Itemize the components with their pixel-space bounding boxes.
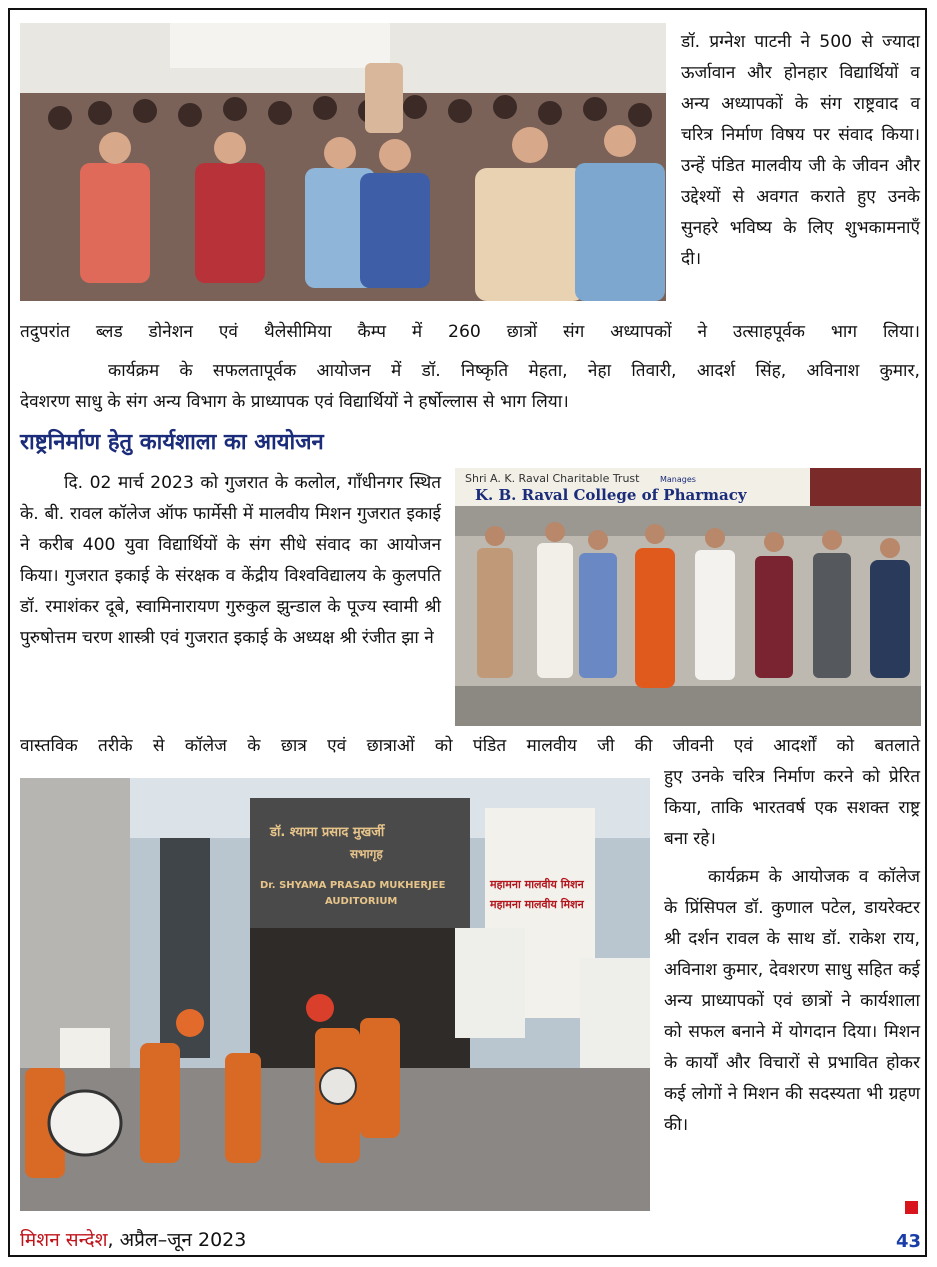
photo-audience-hall [20,23,666,301]
article1-paragraph2-line1: कार्यक्रम के सफलतापूर्वक आयोजन में डॉ. निष्कृति मेहता, नेहा तिवारी, आदर्श सिंह, अविनाश कुमार, [108,361,920,381]
article2-full-line: वास्तविक तरीके से कॉलेज के छात्र एवं छात्राओं को पंडित मालवीय जी की जीवनी एवं आदर्शों को बतलाते [20,736,920,756]
trust-tag-text: Manages [660,475,696,484]
article1-paragraph2-line2: देवशरण साधु के संग अन्य विभाग के प्राध्यापक एवं विद्यार्थियों ने हर्षोल्लास से भाग लिया। [20,392,569,412]
english-sign-line2: AUDITORIUM [325,896,398,907]
hindi-sign-line1: डॉ. श्यामा प्रसाद मुखर्जी [270,825,385,840]
page-number: 43 [895,1231,921,1252]
banner-line2: महामना मालवीय मिशन [490,898,584,911]
footer-issue: , अप्रैल–जून 2023 [107,1229,247,1251]
article1-right-column: डॉ. प्रग्नेश पाटनी ने 500 से ज्यादा ऊर्जावान और होनहार विद्यार्थियों व अन्य अध्यापकों के संग राष्ट्रवाद व चरित्र निर्माण विषय पर संवाद किया। उन्हें पंडित मालवीय जी के जीवन और उद्देश्यों से अवगत कराते हुए उनके सुनहरे भविष्य के लिए शुभकामनाएँ दी। [681,32,920,269]
footer-brand: मिशन सन्देश [20,1229,108,1251]
article-end-mark [905,1201,918,1214]
article2-right-column: हुए उनके चरित्र निर्माण करने को प्रेरित किया, ताकि भारतवर्ष एक सशक्त राष्ट्र बना रहे। कार्यक्रम के आयोजक व कॉलेज के प्रिंसिपल डॉ. कुणाल पटेल, डायरेक्टर श्री दर्शन रावल के साथ डॉ. राकेश राय, अविनाश कुमार, देवशरण साधु सहित कई अन्य प्राध्यापकों एवं छात्रों ने कार्यशाला को सफल बनाने में योगदान दिया। मिशन के कार्यों और विचारों से प्रभावित होकर कई लोगों ने मिशन की सदस्यता भी ग्रहण की। [664,767,920,1135]
college-sign-text: K. B. Raval College of Pharmacy [475,486,747,504]
hindi-sign-line2: सभागृह [350,847,383,861]
photo-auditorium-event [20,778,650,1211]
footer-publication [20,1225,246,1255]
english-sign-line1: Dr. SHYAMA PRASAD MUKHERJEE [260,880,446,891]
banner-line1: महामना मालवीय मिशन [490,878,584,891]
trust-sign-text: Shri A. K. Raval Charitable Trust [465,472,640,485]
article2-left-column: दि. 02 मार्च 2023 को गुजरात के कलोल, गाँधीनगर स्थित के. बी. रावल कॉलेज ऑफ फार्मेसी में मालवीय मिशन गुजरात इकाई ने करीब 400 युवा विद्यार्थियों के संग सीधे संवाद का आयोजन किया। गुजरात इकाई के संरक्षक व केंद्रीय विश्वविद्यालय के कुलपति डॉ. रमाशंकर दूबे, स्वामिनारायण गुरुकुल झुन्डाल के पूज्य स्वामी श्री पुरुषोत्तम चरण शास्त्री एवं गुजरात इकाई के अध्यक्ष श्री रंजीत झा ने [20,473,441,648]
article2-heading: राष्ट्रनिर्माण हेतु कार्यशाला का आयोजन [20,430,324,455]
article1-full-line: तदुपरांत ब्लड डोनेशन एवं थैलेसीमिया कैम्प में 260 छात्रों संग अध्यापकों ने उत्साहपूर्वक भाग लिया। [20,322,920,342]
photo-group-college [455,468,921,726]
